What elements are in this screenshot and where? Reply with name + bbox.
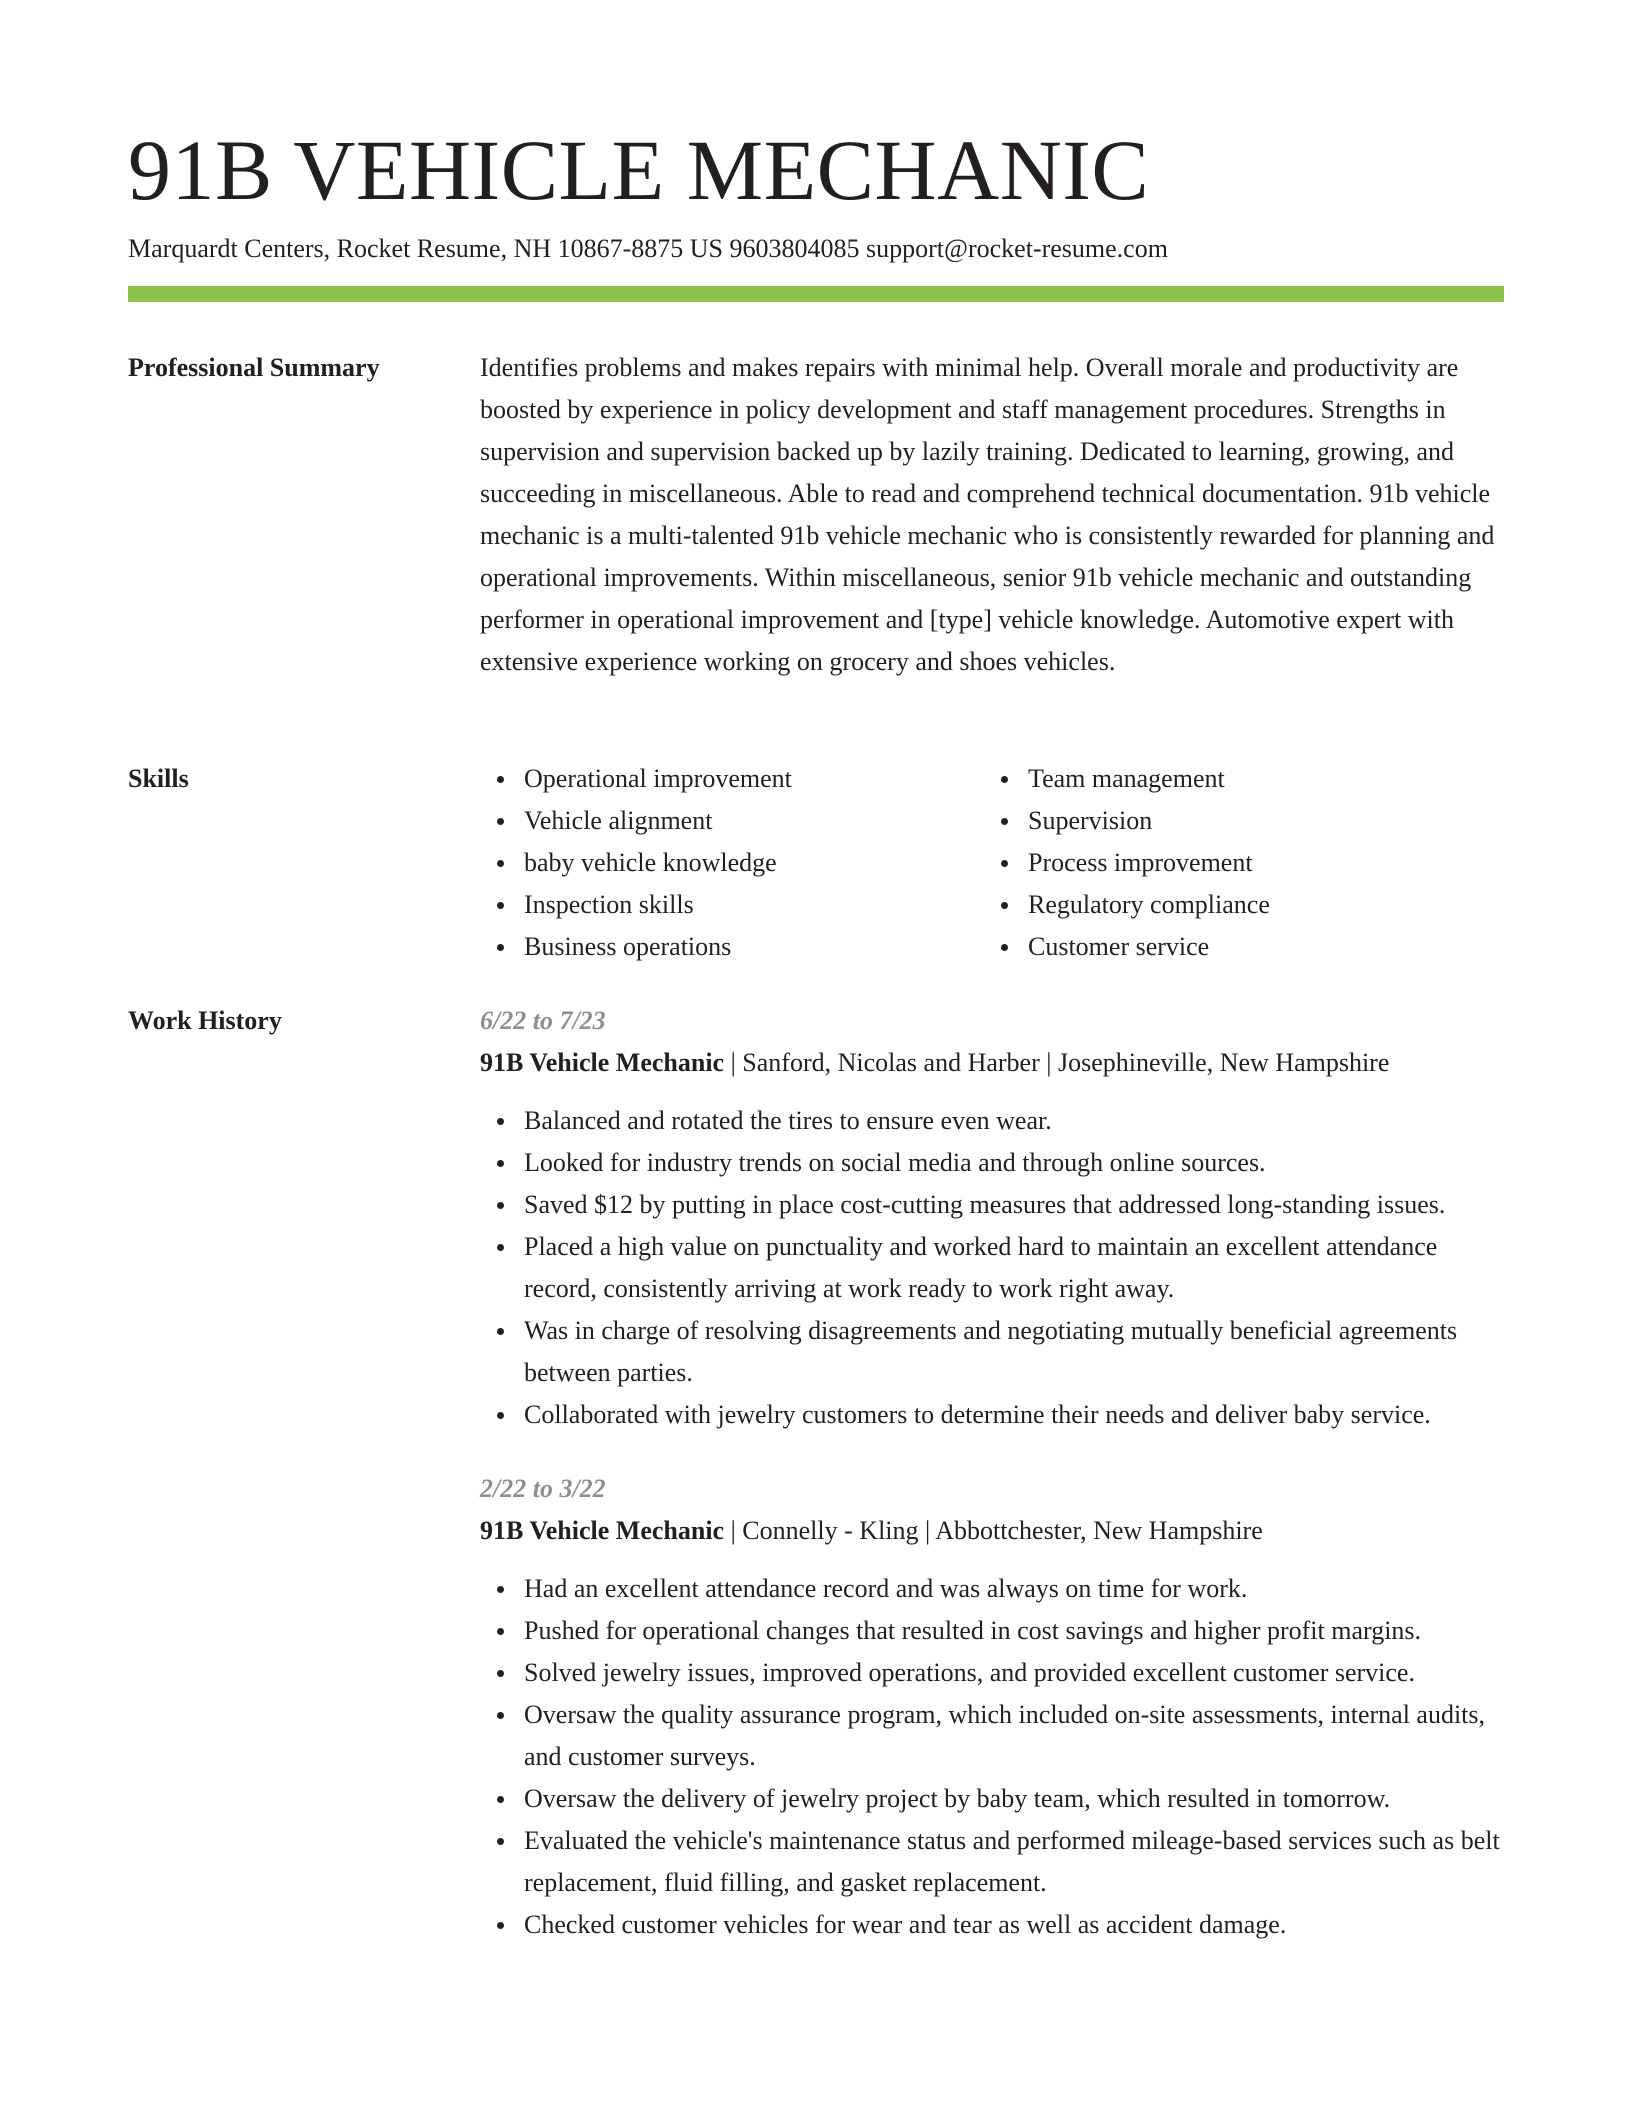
job-bullet: Balanced and rotated the tires to ensure even wear. xyxy=(524,1100,1504,1142)
work-body xyxy=(480,1000,1504,1946)
accent-divider xyxy=(128,286,1504,302)
job-details: | Connelly - Kling | Abbottchester, New Hampshire xyxy=(724,1516,1263,1545)
skill-item: Customer service xyxy=(1028,926,1488,968)
job-dates: 6/22 to 7/23 xyxy=(480,1006,606,1035)
skill-item: Process improvement xyxy=(1028,842,1488,884)
skill-item: Regulatory compliance xyxy=(1028,884,1488,926)
skill-item: Supervision xyxy=(1028,800,1488,842)
job-role: 91B Vehicle Mechanic xyxy=(480,1516,725,1545)
job-dates: 2/22 to 3/22 xyxy=(480,1474,606,1503)
skills-body xyxy=(480,758,1504,968)
skill-item: Business operations xyxy=(524,926,984,968)
summary-text: Identifies problems and makes repairs with minimal help. Overall morale and productivity are boosted by experience in policy development and staff management procedures. Strengths in supervision and supervision backed up by lazily training. Dedicated to learning, growing, and succeeding in miscellaneous. Able to read and comprehend technical documentation. 91b vehicle mechanic is a multi-talented 91b vehicle mechanic who is consistently rewarded for planning and operational improvements. Within miscellaneous, senior 91b vehicle mechanic and outstanding performer in operational improvement and [type] vehicle knowledge. Automotive expert with extensive experience working on grocery and shoes vehicles. xyxy=(480,353,1495,676)
job-bullet: Had an excellent attendance record and was always on time for work. xyxy=(524,1568,1504,1610)
skills-columns xyxy=(480,758,1504,968)
job-bullet: Solved jewelry issues, improved operations, and provided excellent customer service. xyxy=(524,1652,1504,1694)
summary-body xyxy=(480,347,1504,683)
job-bullet: Checked customer vehicles for wear and tear as well as accident damage. xyxy=(524,1904,1504,1946)
skills-list-left xyxy=(480,758,984,968)
skill-item: baby vehicle knowledge xyxy=(524,842,984,884)
job-bullet: Looked for industry trends on social media and through online sources. xyxy=(524,1142,1504,1184)
job-header xyxy=(480,1042,1504,1084)
skills-heading: Skills xyxy=(128,764,189,793)
job-bullet: Saved $12 by putting in place cost-cutting measures that addressed long-standing issues. xyxy=(524,1184,1504,1226)
contact-line: Marquardt Centers, Rocket Resume, NH 10867-8875 US 9603804085 support@rocket-resume.com xyxy=(128,234,1168,263)
job-bullet: Evaluated the vehicle's maintenance status and performed mileage-based services such as belt replacement, fluid filling, and gasket replacement. xyxy=(524,1820,1504,1904)
job-bullet: Oversaw the quality assurance program, which included on-site assessments, internal audits, and customer surveys. xyxy=(524,1694,1504,1778)
job-bullets xyxy=(480,1100,1504,1436)
job-role: 91B Vehicle Mechanic xyxy=(480,1048,725,1077)
skill-item: Vehicle alignment xyxy=(524,800,984,842)
job-entry xyxy=(480,1468,1504,1946)
job-bullet: Collaborated with jewelry customers to determine their needs and deliver baby service. xyxy=(524,1394,1504,1436)
skill-item: Operational improvement xyxy=(524,758,984,800)
work-heading: Work History xyxy=(128,1006,282,1035)
job-entry xyxy=(480,1000,1504,1436)
job-details: | Sanford, Nicolas and Harber | Josephineville, New Hampshire xyxy=(724,1048,1390,1077)
job-header xyxy=(480,1510,1504,1552)
skills-list-right xyxy=(984,758,1488,968)
job-bullet: Placed a high value on punctuality and worked hard to maintain an excellent attendance record, consistently arriving at work ready to work right away. xyxy=(524,1226,1504,1310)
resume-name: 91B VEHICLE MECHANIC xyxy=(128,122,1150,218)
skill-item: Inspection skills xyxy=(524,884,984,926)
summary-heading: Professional Summary xyxy=(128,353,380,382)
job-bullet: Pushed for operational changes that resulted in cost savings and higher profit margins. xyxy=(524,1610,1504,1652)
job-bullet: Oversaw the delivery of jewelry project by baby team, which resulted in tomorrow. xyxy=(524,1778,1504,1820)
job-bullets xyxy=(480,1568,1504,1946)
job-bullet: Was in charge of resolving disagreements and negotiating mutually beneficial agreements between parties. xyxy=(524,1310,1504,1394)
skill-item: Team management xyxy=(1028,758,1488,800)
